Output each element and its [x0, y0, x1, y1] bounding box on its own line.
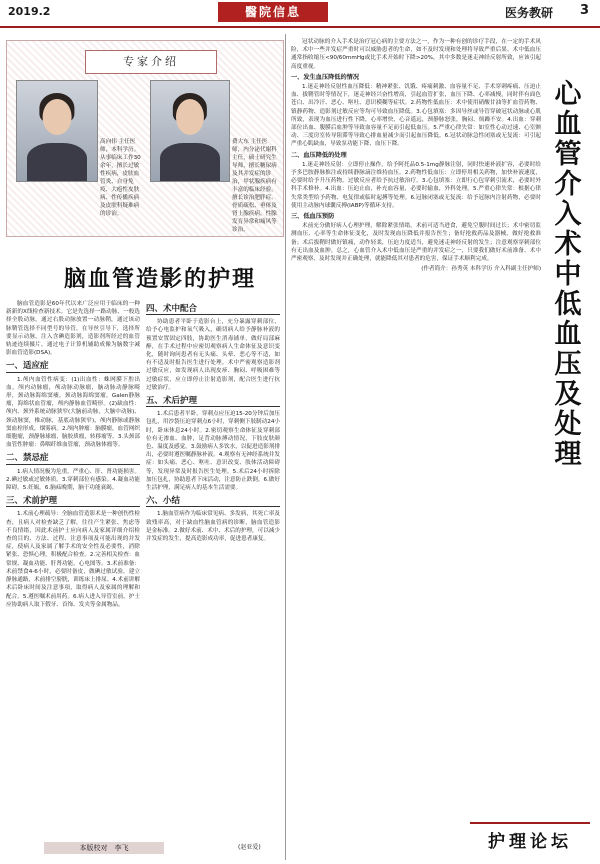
issue-date: 2019.2	[8, 5, 51, 18]
page-number: 3	[580, 3, 590, 18]
section-text: 1.术前心理疏导：全脑血管造影术是一种创伤性检查，且病人对检查缺乏了解，往往产生紧张、焦虑等不良情绪，因此术前护士应向病人及家属详细介绍检查的目的、方法、过程、注意事项及可能出现的并发症，使病人及家属了解手术的安全性及必要性，消除紧张、恐惧心理，积极配合检查。2.完善相关检查：血常规、凝血功能、肝肾功能、心电图等。3.术前准备：术前禁食4-6小时，必要时备皮，做碘过敏试验，建立静脉通路，术前排空膀胱，训练床上排尿。4.术前讲解术后卧床时间及注意事项，取得病人及家属的理解和配合。5.遵医嘱术前用药。6.病人进入导管室前，护士应协助病人取下假牙、首饰、发夹等金属物品。	[6, 511, 140, 608]
section-heading: 二、血压降低的处理	[291, 151, 347, 159]
section-heading: 五、术后护理	[146, 397, 280, 407]
column-divider	[285, 34, 286, 860]
article-left-col1	[6, 300, 140, 835]
newspaper-logo: 醫院信息	[218, 2, 328, 22]
expert-photo-fei	[150, 80, 230, 182]
section-heading: 三、术前护理	[6, 497, 140, 507]
article-intro: 脑血管造影是60年代以来广泛应用于临床的一种新新的X线检查新技术。它是先选择一路动脉，一般选择全股动脉，通过右股动脉放置一动脉鞘，通过该动脉鞘管选择不同型号的导管，在导丝引导下，选择所要显示动脉，注入含碘造影剂，造影剂所经过的血管轨迹连续摄片，通过电子计算机辅助成像为脑数字减影血管造影(DSA)。	[6, 301, 140, 357]
article-right-text	[291, 38, 541, 814]
byline-right: (作者简介：孙秀英 本科学历 介入科副主任护师)	[421, 266, 541, 273]
section-text: 1.颅内血管性病变：(1)出血性：蛛网膜下腔出血，颅内动脉瘤，颅动脉动脉瘤，脑动脉动静脉畸形，颈动脉海绵窦瘘，颈动脉海绵窦瘤，Galen静脉瘤，海绵状血管瘤，颅内静脉血管畸形。(2)缺血性：颅内、颈外系统动脉狭窄(大脑前动脉，大脑中动脉)、颈动脉窦，椎动脉，基底动脉狭窄)，颅内静脉或静脉窦血栓形成，烟雾病。2.颅内肿瘤：脑膜瘤，血管网织细胞瘤，颈静脉球瘤，脑胶质瘤，转移瘤等。3.头颈部血管性肿瘤：鼻咽纤维血管瘤，颈动脉体瘤等。	[6, 376, 140, 449]
section-heading: 二、禁忌症	[6, 454, 140, 464]
section-text: 1.术后患者平卧，穿刺点应压迫15-20分钟后加压包扎，用沙袋压迫穿刺点6小时，穿刺侧下肢制动24小时，卧床休息24小时。2.密切观察生命体征及穿刺部位有无渗血、血肿，足背动脉搏动情况，下肢皮肤颜色、温度及感觉。3.鼓励病人多饮水，以促进造影剂排出，必要时遵医嘱静脉补液。4.观察有无神经系统并发症：如头痛、恶心、呕吐、意识改变、肢体活动障碍等，发现异常及时报告医生处理。5.术后24小时拆除加压包扎，协助患者下床活动，注意防止跌倒。6.做好生活护理，满足病人的基本生活需要。	[146, 411, 280, 492]
section-text: 1.病人情况极为危重，严重心、肝、肾功能损害。2.碘过敏或过敏体质。3.穿刺部位有感染。4.凝血功能障碍。5.妊娠。6.脑疝晚期，脑干功能衰竭。	[6, 468, 140, 492]
section-heading: 三、低血压预防	[291, 213, 335, 221]
column-label: 护理论坛	[470, 822, 590, 860]
expert-photo-gao	[16, 80, 98, 182]
expert-bio-gao: 高向伟 主任医师，本科学历。从事临床工作30余年，擅长过敏性疾病，皮肤血管炎、自身免疫、大疱性皮肤病、性传播疾病及皮肤科疑难病的诊治。	[100, 139, 141, 217]
proofreader-box: 本版校对 李飞	[44, 842, 164, 854]
section-name: 医务教研	[505, 6, 554, 20]
page-header	[0, 0, 600, 28]
section-heading: 一、适应症	[6, 362, 140, 372]
section-text: 协助患者平卧于造影台上，充分暴露穿刺部位，给予心电监护和氧气吸入，确切病人给予静脉补液的预置安置固定四肢，协助医生消毒铺单，做好局部麻醉，在手术过程中应密切观察病人生命体征及意识变化，随时询问患者有无头痛、头晕、恶心等不适，如有不适及时报告医生进行处理。术中严密观察造影剂过敏反应，如发现病人出现皮疹、胸闷、呼吸困难等过敏症状，应立即停止注射造影剂，配合医生进行抗过敏治疗。	[146, 319, 280, 391]
byline-left: (赵亚爱)	[238, 844, 261, 851]
section-heading: 六、小结	[146, 497, 280, 507]
section-heading: 四、术中配合	[146, 305, 280, 315]
expert-bio-fei: 费大东 主任医师，内分泌代谢科主任，硕士研究生导师，擅长糖尿病及其并发症的诊治，甲状腺疾病有丰富的临床经验，擅长诊治肥胖症、骨质疏松、垂体及肾上腺疾病，性腺发育异常和痛风等诊治。	[232, 139, 277, 233]
article-intro: 冠状动脉的介入手术是治疗冠心病的主要方法之一，作为一种有创的诊疗手段，在一定的手术风险，术中一些并发症严重时可以威胁患者的生命，如不及时发现和处理将导致严重后果。术中低血压通常指收缩压<90/60mmHg或比手术开始时下降>20%，其中多数是迷走神经反射所致，应该引起高度重视。	[291, 39, 541, 70]
article-title-left: 脑血管造影的护理	[63, 267, 256, 292]
section-text: 1.迷走神经反射：立即停止操作，给予阿托品0.5-1mg静脉注射，同时快速补液扩容，必要时给予多巴胺静脉推注或持续静脉滴注维持血压。2.药物性低血压：立即停用相关药物，加快补液速度，必要时给予升压药物。过敏反应者给予抗过敏治疗。3.心包填塞：立即行心包穿刺引流术，必要时外科手术修补。4.出血：压迫止血，补充血容量，必要时输血，外科处理。5.严重心律失常：根据心律失常类型给予药物、电复律或临时起搏等处理。6.冠脉闭塞或无复流：给予冠脉内注射药物，必要时使用主动脉内球囊反搏(IABP)等循环支持。	[291, 161, 541, 209]
article-title-right: 心血管介入术中低血压及处理	[554, 79, 582, 470]
section-text: 1.脑血管病作为临床常见病、多发病，其死亡率及致残率高，对于缺血性脑血管病的诊断，脑血管造影是金标准。2.做好术前、术中、术后的护理，可以减少并发症的发生，提高造影成功率，促进患者康复。	[146, 511, 280, 543]
section-text: 1.迷走神经反射性血压降低：精神紧张、饥饿、疼痛刺激、血容量不足、手术穿刺疼痛、压迫止血、拔鞘管时等情况下，迷走神经兴奋性增高，引起血管扩张，血压下降、心率减慢，同时伴有面色苍白、出冷汗、恶心、呕吐、意识模糊等症状。2.药物性低血压：术中使用硝酸甘油等扩血管药物、镇静药物、造影剂过敏反应等均可导致血压降低。3.心包填塞：多因导丝或导管穿破冠状动脉或心肌所致，表现为血压进行性下降，心率增快，心音遥远，颈静脉怒张，胸闷、烦躁不安。4.出血：穿刺部位出血、腹膜后血肿等导致血容量不足而引起低血压。5.严重心律失常：如室性心动过速、心室颤动、三度房室传导阻滞等导致心排血量减少而引起血压降低。6.冠状动脉急性闭塞或无复流：可引起严重心肌缺血，导致泵功能下降，血压下降。	[291, 84, 541, 148]
section-heading: 一、发生血压降低的情况	[291, 73, 360, 81]
section-text: 术前充分做好病人心理护理，解除紧张情绪，术前可适当进食，避免空腹时间过长；术中密切监测血压、心率等生命体征变化，及时发现血压降低并报告医生；备好抢救药品及器械，做好抢救准备；术后拔鞘时做好镇痛，动作轻柔，压迫力度适当，避免迷走神经反射的发生；注意观察穿刺部位有无出血及血肿。总之，心血管介入术中低血压是严重的并发症之一，只要我们做好术前准备、术中严密观察、及时发现并正确处理，就能降低其对患者的危害，保证手术顺利完成。	[291, 223, 541, 263]
expert-title: 专家介绍	[85, 50, 217, 74]
article-left-col2	[146, 300, 280, 840]
